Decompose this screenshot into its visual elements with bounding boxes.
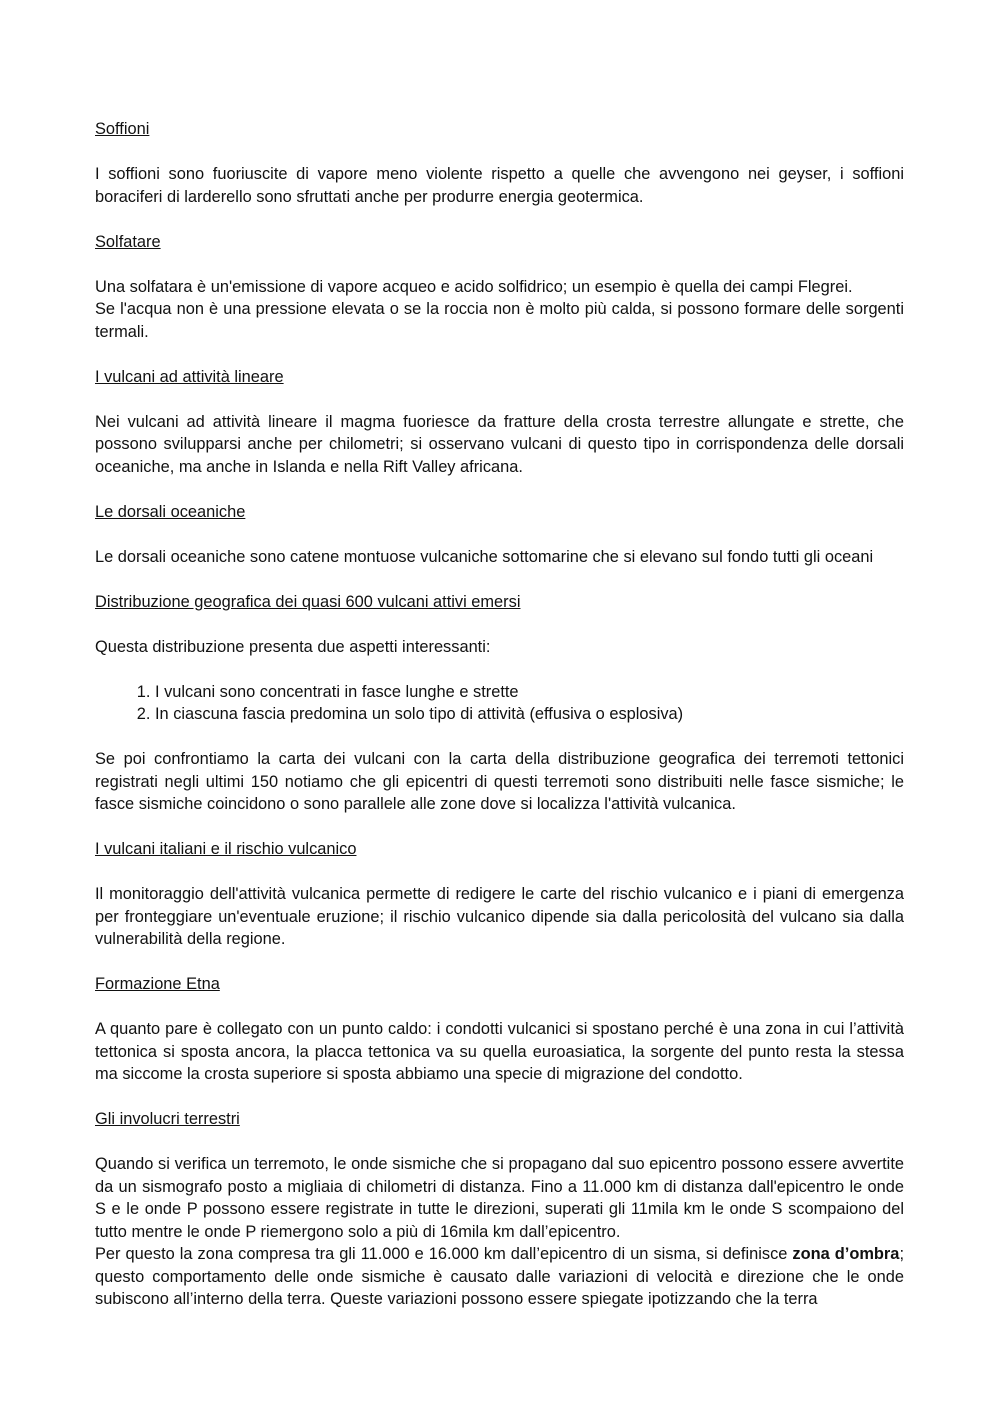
section-heading-italiani: I vulcani italiani e il rischio vulcanico bbox=[95, 840, 357, 858]
paragraph-text: Per questo la zona compresa tra gli 11.000 e 16.000 km dall’epicentro di un sisma, si definisce bbox=[95, 1245, 793, 1263]
paragraph-distribuzione-2: Se poi confrontiamo la carta dei vulcani con la carta della distribuzione geografica dei terremoti tettonici registrati negli ultimi 150 notiamo che gli epicentri di questi terremoti sono distribuiti nelle fasce sismiche; le fasce sismiche coincidono o sono parallele alle zone dove si localizza l'attività vulcanica. bbox=[95, 750, 904, 813]
paragraph-italiani: Il monitoraggio dell'attività vulcanica permette di redigere le carte del rischio vulcanico e i piani di emergenza per fronteggiare un'eventuale eruzione; il rischio vulcanico dipende sia dalla pericolosità del vulcano sia dalla vulnerabilità della regione. bbox=[95, 885, 904, 948]
bold-term: zona d’ombra bbox=[792, 1245, 900, 1263]
section-heading-solfatare: Solfatare bbox=[95, 232, 161, 251]
paragraph-text: ; questo comportamento delle onde sismiche è causato dalle variazioni di velocità e direzione che le onde subiscono all’interno della terra. Queste variazioni possono essere spiegate ipotizzando che la terra bbox=[95, 1245, 904, 1308]
paragraph-solfatare-1: Una solfatara è un'emissione di vapore acqueo e acido solfidrico; un esempio è quella dei campi Flegrei. bbox=[95, 277, 853, 296]
list-item: 2. In ciascuna fascia predomina un solo tipo di attività (effusiva o esplosiva) bbox=[155, 703, 904, 726]
paragraph-soffioni: I soffioni sono fuoriuscite di vapore meno violente rispetto a quelle che avvengono nei geyser, i soffioni boraciferi di larderello sono sfruttati anche per produrre energia geotermica. bbox=[95, 165, 904, 206]
paragraph-vulcani-lineari: Nei vulcani ad attività lineare il magma fuoriesce da fratture della crosta terrestre allungate e strette, che possono svilupparsi anche per chilometri; si osservano vulcani di questo tipo in corrispondenza delle dorsali oceaniche, ma anche in Islanda e nella Rift Valley africana. bbox=[95, 412, 904, 476]
section-heading-involucri: Gli involucri terrestri bbox=[95, 1110, 240, 1128]
section-heading-distribuzione: Distribuzione geografica dei quasi 600 vulcani attivi emersi bbox=[95, 592, 521, 611]
paragraph-involucri-1: Quando si verifica un terremoto, le onde sismiche che si propagano dal suo epicentro possono essere avvertite da un sismografo posto a migliaia di chilometri di distanza. Fino a 11.000 km di distanza dall'epicentro le onde S e le onde P possono essere registrate in tutte le direzioni, superati gli 11mila km le onde S scompaiono del tutto mentre le onde P riemergono solo a più di 16mila km dall’epicentro. bbox=[95, 1155, 904, 1241]
paragraph-etna: A quanto pare è collegato con un punto caldo: i condotti vulcanici si spostano perché è una zona in cui l’attività tettonica si sposta ancora, la placca tettonica va su quella euroasiatica, la sorgente del punto resta la stessa ma siccome la crosta superiore si sposta abbiamo una specie di migrazione del condotto. bbox=[95, 1020, 904, 1083]
numbered-list bbox=[95, 681, 904, 726]
paragraph-dorsali: Le dorsali oceaniche sono catene montuose vulcaniche sottomarine che si elevano sul fondo tutti gli oceani bbox=[95, 547, 874, 566]
paragraph-involucri-2 bbox=[95, 1243, 904, 1311]
paragraph-distribuzione-intro: Questa distribuzione presenta due aspetti interessanti: bbox=[95, 637, 491, 656]
section-heading-vulcani-lineari: I vulcani ad attività lineare bbox=[95, 367, 284, 386]
section-heading-etna: Formazione Etna bbox=[95, 975, 220, 993]
section-heading-dorsali: Le dorsali oceaniche bbox=[95, 502, 246, 521]
paragraph-solfatare-2: Se l'acqua non è una pressione elevata o se la roccia non è molto più calda, si possono formare delle sorgenti termali. bbox=[95, 300, 904, 341]
list-item: 1. I vulcani sono concentrati in fasce lunghe e strette bbox=[155, 681, 904, 704]
section-heading-soffioni: Soffioni bbox=[95, 120, 150, 138]
